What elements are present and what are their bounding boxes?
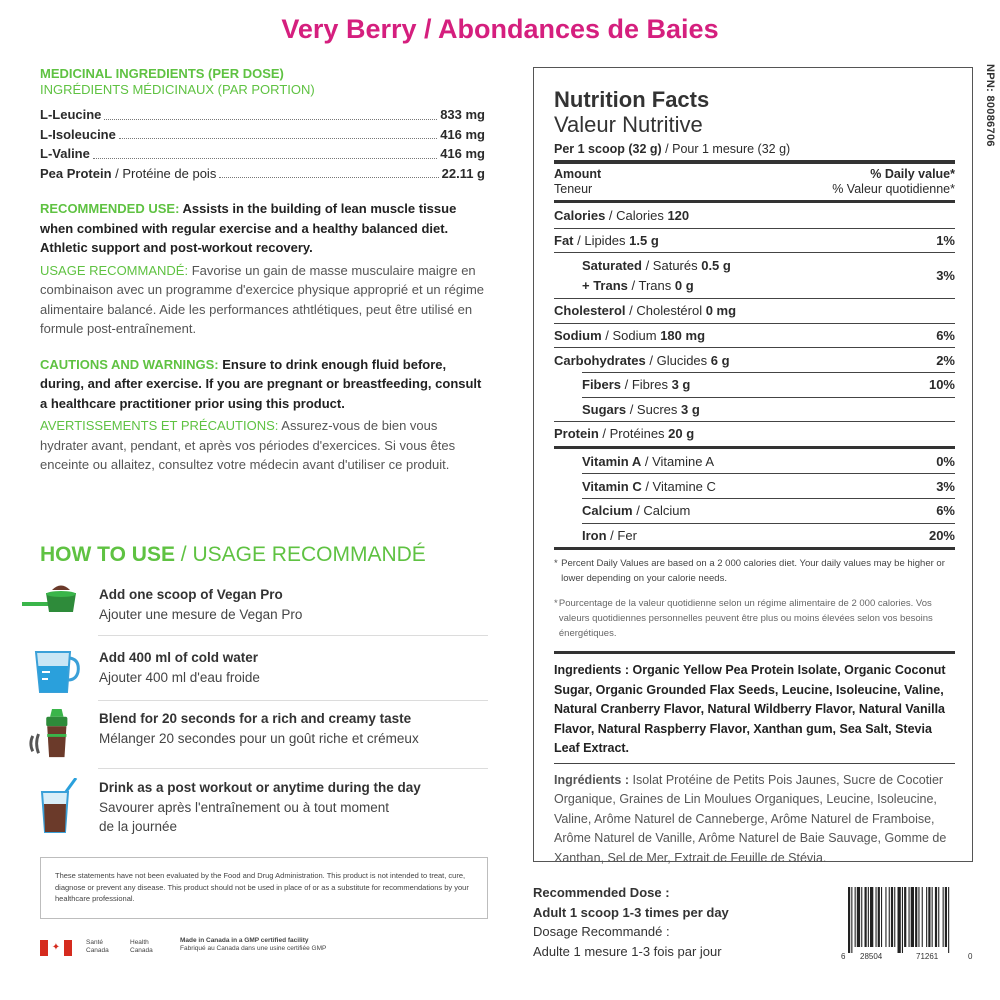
medicinal-ingredients-title: MEDICINAL INGREDIENTS (PER DOSE) <box>40 66 284 81</box>
barcode-bar <box>855 887 856 947</box>
barcode-bar <box>894 887 895 947</box>
barcode-bar <box>935 887 937 947</box>
dose-text-fr: Adulte 1 mesure 1-3 fois par jour <box>533 943 722 959</box>
recommended-use-label: RECOMMENDED USE: <box>40 201 180 216</box>
barcode-bar <box>915 887 917 947</box>
barcode-bar <box>878 887 880 947</box>
cautions-label-fr: AVERTISSEMENTS ET PRÉCAUTIONS: <box>40 418 279 433</box>
nutrient-row-sodium: Sodium / Sodium 180 mg 6% <box>554 323 955 348</box>
ingredient-row <box>40 144 485 164</box>
made-in-canada-text <box>180 937 326 953</box>
barcode-bar <box>926 887 927 947</box>
dot-leader <box>119 138 437 139</box>
ingredients-label-fr: Ingrédients : <box>554 772 630 787</box>
health-canada-line1: Health <box>130 939 149 946</box>
nutrient-row-fibers: Fibers / Fibres 3 g 10% <box>582 372 955 397</box>
ingredients-label: Ingredients : <box>554 663 630 678</box>
barcode-bar <box>848 887 850 953</box>
product-flavor-title: Very Berry / Abondances de Baies <box>281 14 719 44</box>
recommended-use-text: Assists in the building of lean muscle tissue when combined with regular exercise and a healthy balanced diet. Athletic support and post-workout recovery. <box>40 201 457 255</box>
step-divider <box>98 700 488 701</box>
ingredients-fr <box>554 764 955 869</box>
ingredient-name: L-Valine <box>40 146 90 161</box>
cautions-text: Ensure to drink enough fluid before, during, and after exercise. If you are pregnant or breastfeeding, consult a healthcare practitioner prior using this product. <box>40 356 482 411</box>
nutrient-row-carbohydrates: Carbohydrates / Glucides 6 g 2% <box>554 347 955 372</box>
ingredient-name: L-Leucine <box>40 107 102 122</box>
step-text-fr: Savourer après l'entraînement ou à tout moment <box>99 799 389 815</box>
dot-leader <box>219 177 438 178</box>
recommended-use-en <box>40 199 488 258</box>
ingredient-amount: 416 mg <box>440 126 485 142</box>
health-canada-text <box>130 939 153 955</box>
barcode-bar <box>932 887 933 947</box>
nutrient-row-iron: Iron / Fer 20% <box>582 523 955 548</box>
barcode-digits-3: 71261 <box>916 952 939 961</box>
nutrition-facts-panel <box>533 67 973 865</box>
ingredients-text-fr: Isolat Protéine de Petits Pois Jaunes, Sucre de Cocotier Organique, Graines de Lin Moulues Organiques, Leucine, Isoleucine, Valine, Arôme Naturel de Canneberge, Arôme Naturel de Framboise, Arôme Naturel de Vanille, Arôme Naturel de Baie Sauvage, Gomme de Xanthan, Sel de Mer, Extrait de Feuille de Stévia. <box>554 772 947 865</box>
barcode-bar <box>922 887 923 947</box>
step-text-fr: Ajouter une mesure de Vegan Pro <box>99 606 303 622</box>
barcode <box>838 885 976 961</box>
step-divider <box>98 635 488 636</box>
barcode-bar <box>868 887 869 947</box>
barcode-bar <box>857 887 860 947</box>
ingredient-name: Pea Protein <box>40 165 112 181</box>
recommended-use-label-fr: USAGE RECOMMANDÉ: <box>40 262 189 278</box>
daily-value-label: % Daily value* <box>870 167 955 181</box>
barcode-bar <box>865 887 867 947</box>
sante-canada-text <box>86 939 109 955</box>
step-text <box>99 585 302 624</box>
barcode-bar <box>909 887 910 947</box>
left-column <box>40 66 488 475</box>
medicinal-ingredients-list <box>40 105 485 183</box>
serving-size-fr: / Pour 1 mesure (32 g) <box>661 142 791 156</box>
daily-value-footnotes <box>554 550 955 641</box>
cautions-section <box>40 355 488 475</box>
nutrient-row-vitamin-a: Vitamin A / Vitamine A 0% <box>582 453 955 469</box>
barcode-bar <box>911 887 914 947</box>
step-text <box>99 709 419 748</box>
medicinal-ingredients-title-fr: INGRÉDIENTS MÉDICINAUX (PAR PORTION) <box>40 82 315 97</box>
measuring-cup-icon <box>22 648 82 698</box>
barcode-bar <box>928 887 930 947</box>
recommended-dose <box>533 883 813 961</box>
ingredient-row <box>40 125 485 145</box>
step-text-fr: Ajouter 400 ml d'eau froide <box>99 669 260 685</box>
nutrient-row-fat: Fat / Lipides 1.5 g 1% <box>554 228 955 253</box>
nutrient-row-cholesterol: Cholesterol / Cholestérol 0 mg <box>554 298 955 323</box>
step-text-en: Add 400 ml of cold water <box>99 650 259 665</box>
cautions-label: CAUTIONS AND WARNINGS: <box>40 356 219 372</box>
footnote-fr: * Pourcentage de la valeur quotidienne selon un régime alimentaire de 2 000 calories. Vos valeurs quotidiennes personnelles peuvent être plus ou moins élevées selon vos besoins énergétiques. <box>554 596 955 641</box>
how-to-use-title-en: HOW TO USE <box>40 543 175 566</box>
step-text-fr: Mélanger 20 secondes pour un goût riche et crémeux <box>99 730 419 746</box>
footnote-en: * Percent Daily Values are based on a 2 000 calories diet. Your daily values may be higher or lower depending on your calorie needs. <box>554 556 955 586</box>
step-text-en: Blend for 20 seconds for a rich and creamy taste <box>99 711 412 726</box>
footer-logos <box>40 936 488 958</box>
amount-header <box>554 164 955 200</box>
barcode-bar <box>876 887 877 947</box>
step-text-en: Add one scoop of Vegan Pro <box>99 587 283 602</box>
ingredient-amount: 833 mg <box>440 107 485 122</box>
ingredient-row <box>40 105 485 125</box>
nutrient-row-calories: Calories / Calories 120 <box>554 207 690 223</box>
nutrient-row-vitamin-c: Vitamin C / Vitamine C 3% <box>582 473 955 498</box>
amount-label: Amount <box>554 167 602 181</box>
dose-label: Recommended Dose : <box>533 885 670 900</box>
step-text <box>99 778 421 837</box>
ingredient-amount: 22.11 g <box>441 165 485 181</box>
fda-disclaimer: These statements have not been evaluated by the Food and Drug Administration. This product is not intended to treat, cure, diagnose or prevent any disease. This product should not be used in place of or as a substitute for recommendations by your healthcare professional. <box>40 857 488 919</box>
daily-value-label-fr: % Valeur quotidienne* <box>832 182 955 196</box>
made-in-canada-fr: Fabriqué au Canada dans une usine certifiée GMP <box>180 945 327 952</box>
barcode-bar <box>870 887 873 947</box>
barcode-bar <box>902 887 903 953</box>
ingredient-name: L-Isoleucine <box>40 126 116 142</box>
barcode-bar <box>889 887 890 947</box>
amount-label-fr: Teneur <box>554 182 593 196</box>
dot-leader <box>93 158 437 159</box>
barcode-bars <box>848 887 949 953</box>
drink-glass-icon <box>22 778 82 834</box>
health-canada-line2: Canada <box>130 947 153 954</box>
ingredient-amount: 416 mg <box>440 146 485 161</box>
shaker-bottle-icon <box>22 709 82 759</box>
nutrition-facts-title: Nutrition Facts <box>554 87 710 112</box>
sante-canada-line2: Canada <box>86 947 109 954</box>
npn-number: NPN: 80086706 <box>984 64 996 147</box>
ingredient-row <box>40 164 485 184</box>
barcode-bar <box>885 887 886 947</box>
cautions-en <box>40 355 488 414</box>
barcode-bar <box>948 887 949 953</box>
canada-flag-icon: ✦ <box>40 940 72 956</box>
dose-text: Adult 1 scoop 1-3 times per day <box>533 904 729 920</box>
barcode-bar <box>891 887 893 947</box>
barcode-bar <box>945 887 947 947</box>
footnote-fr-text: Pourcentage de la valeur quotidienne selon un régime alimentaire de 2 000 calories. Vos valeurs quotidiennes personnelles peuvent être plus ou moins élevées selon vos besoins énergétiques. <box>558 598 933 640</box>
recommended-use-text-fr: Favorise un gain de masse musculaire maigre en combinaison avec un programme d'exercice physique approprié et un régime alimentaire balancé. Aide les performances athtlétiques, peut être utilisé en formule post-entraînement. <box>40 262 484 336</box>
barcode-bar <box>943 887 944 947</box>
barcode-bar <box>898 887 901 953</box>
footnote-en-text: Percent Daily Values are based on a 2 000 calories diet. Your daily values may be higher or lower depending on your calorie needs. <box>561 558 945 585</box>
scoop-icon <box>22 585 82 635</box>
serving-size <box>554 141 955 160</box>
barcode-bar <box>918 887 919 947</box>
barcode-bar <box>861 887 862 947</box>
how-to-use-title-fr: / USAGE RECOMMANDÉ <box>174 543 426 566</box>
barcode-bar <box>904 887 906 947</box>
barcode-digits-2: 28504 <box>860 952 883 961</box>
how-to-use-title <box>40 543 426 567</box>
nutrient-row-protein: Protein / Protéines 20 g <box>554 421 955 446</box>
nutrient-row-saturated-trans: Saturated / Saturés 0.5 g + Trans / Trans 0 g 3% <box>554 252 955 298</box>
recommended-use-fr <box>40 261 488 339</box>
nutrient-row-calcium: Calcium / Calcium 6% <box>582 498 955 523</box>
step-text-en: Drink as a post workout or anytime during the day <box>99 780 421 795</box>
ingredients-en <box>554 654 955 759</box>
nutrient-row-sugars: Sugars / Sucres 3 g <box>582 397 955 422</box>
barcode-digit-4: 0 <box>968 952 973 961</box>
ingredients-text: Organic Yellow Pea Protein Isolate, Organic Coconut Sugar, Organic Grounded Flax Seeds, Leucine, Isoleucine, Valine, Natural Cranberry Flavor, Natural Wildberry Flavor, Natural Vanilla Flavor, Natural Raspberry Flavor, Xanthan gum, Sea Salt, Stevia Leaf Extract. <box>554 663 946 756</box>
cautions-fr <box>40 416 488 475</box>
dose-label-fr: Dosage Recommandé : <box>533 924 670 939</box>
cautions-text-fr: Assurez-vous de bien vous hydrater avant, pendant, et après vos périodes d'exercices. Si vous êtes enceinte ou allaitez, consultez votre médecin avant d'utiliser ce produit. <box>40 418 456 472</box>
step-text-fr-continued: de la journée <box>99 819 178 834</box>
sante-canada-line1: Santé <box>86 939 103 946</box>
made-in-canada-en: Made in Canada in a GMP certified facility <box>180 937 309 944</box>
step-divider <box>98 768 488 769</box>
nutrition-facts-title-fr: Valeur Nutritive <box>554 112 703 137</box>
barcode-bar <box>938 887 939 947</box>
serving-size-en: Per 1 scoop (32 g) <box>554 142 662 156</box>
dot-leader <box>104 119 437 120</box>
barcode-digit-1: 6 <box>841 952 846 961</box>
barcode-bar <box>881 887 882 947</box>
barcode-bar <box>851 887 852 953</box>
ingredient-name-fr: / Protéine de pois <box>111 165 217 181</box>
step-text <box>99 648 260 687</box>
recommended-use-section <box>40 199 488 339</box>
